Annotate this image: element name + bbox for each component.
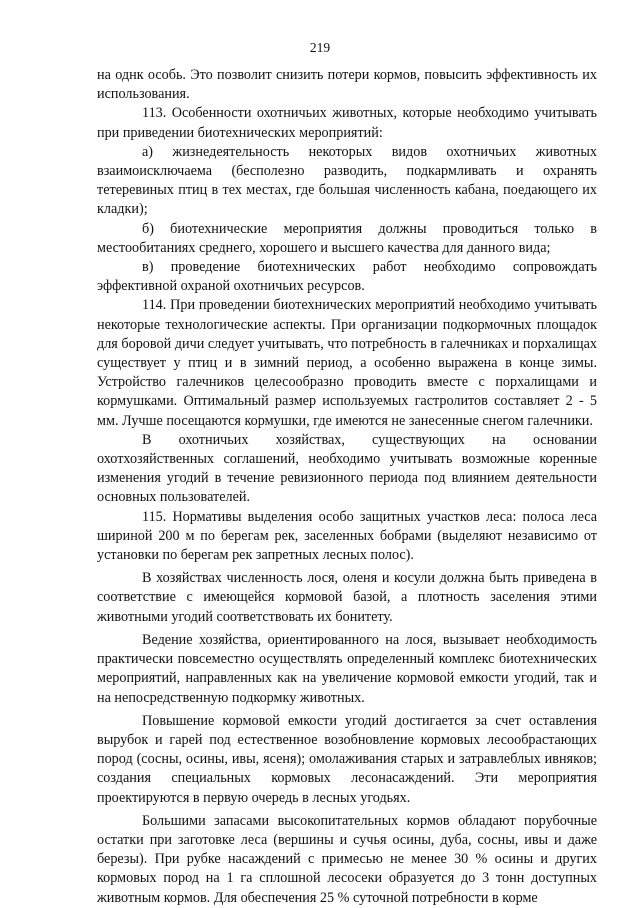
page-number: 219: [309, 40, 331, 55]
paragraph: на однк особь. Это позволит снизить потери кормов, повысить эффективность их использования.: [97, 67, 597, 103]
paragraph: Ведение хозяйства, ориентированного на лося, вызывает необходимость практически повсеместно осуществлять определенный комплекс биотехнических мероприятий, направленных как на увеличение кормовой емкости угодий, так и на непосредственную подкормку животных.: [97, 631, 597, 706]
document-body: [97, 66, 597, 908]
list-item-b: б) биотехнические мероприятия должны проводиться только в местообитаниях среднего, хорошего и высшего качества для данного вида;: [97, 220, 597, 256]
paragraph-115: 115. Нормативы выделения особо защитных участков леса: полоса леса шириной 200 м по берегам рек, заселенных бобрами (выделяют независимо от установки по берегам рек запретных лесных полос).: [97, 508, 597, 564]
paragraph: В хозяйствах численность лося, оленя и косули должна быть приведена в соответствие с имеющейся кормовой базой, а плотность заселения этими животными угодий соответствовать их бонитету.: [97, 570, 597, 625]
paragraph-114: 114. При проведении биотехнических мероприятий необходимо учитывать некоторые технологические аспекты. При организации подкормочных площадок для боровой дичи следует учитывать, что потребность в галечниках и порхалищах существует у птиц и в зимний период, а особенно выражена в конце зимы. Устройство галечников целесообразно проводить вместе с порхалищами и кормушками. Оптимальный размер используемых гастролитов составляет 2 - 5 мм. Лучше посещаются кормушки, где имеются не занесенные снегом галечники.: [97, 297, 597, 429]
paragraph: Повышение кормовой емкости угодий достигается за счет оставления вырубок и гарей под естественное возобновление кормовых лесообрастающих пород (сосны, осины, ивы, ясеня); омолаживания старых и затравлеблых ивняков; создания специальных кормовых лесонасаждений. Эти мероприятия проектируются в первую очередь в лесных угодьях.: [97, 712, 597, 806]
paragraph-113: 113. Особенности охотничьих животных, которые необходимо учитывать при приведении биотехнических мероприятий:: [97, 105, 597, 141]
paragraph: Большими запасами высокопитательных кормов обладают порубочные остатки при заготовке леса (вершины и сучья осины, дуба, сосны, ивы и даже березы). При рубке насаждений с примесью не менее 30 % осины и других кормовых пород на 1 га сплошной лесосеки образуется до 3 тонн доступных животным кормов. Для обеспечения 25 % суточной потребности в корме: [97, 812, 597, 906]
list-item-c: в) проведение биотехнических работ необходимо сопровождать эффективной охраной охотничьих ресурсов.: [97, 259, 597, 295]
list-item-a: а) жизнедеятельность некоторых видов охотничьих животных взаимоисключаема (бесполезно разводить, подкармливать и охранять тетеревиных птиц в тех местах, где большая численность кабана, поедающего их кладки);: [97, 143, 597, 218]
paragraph: В охотничьих хозяйствах, существующих на основании охотхозяйственных соглашений, необходимо учитывать возможные коренные изменения угодий в течение ревизионного периода под влиянием деятельности основных пользователей.: [97, 431, 597, 506]
